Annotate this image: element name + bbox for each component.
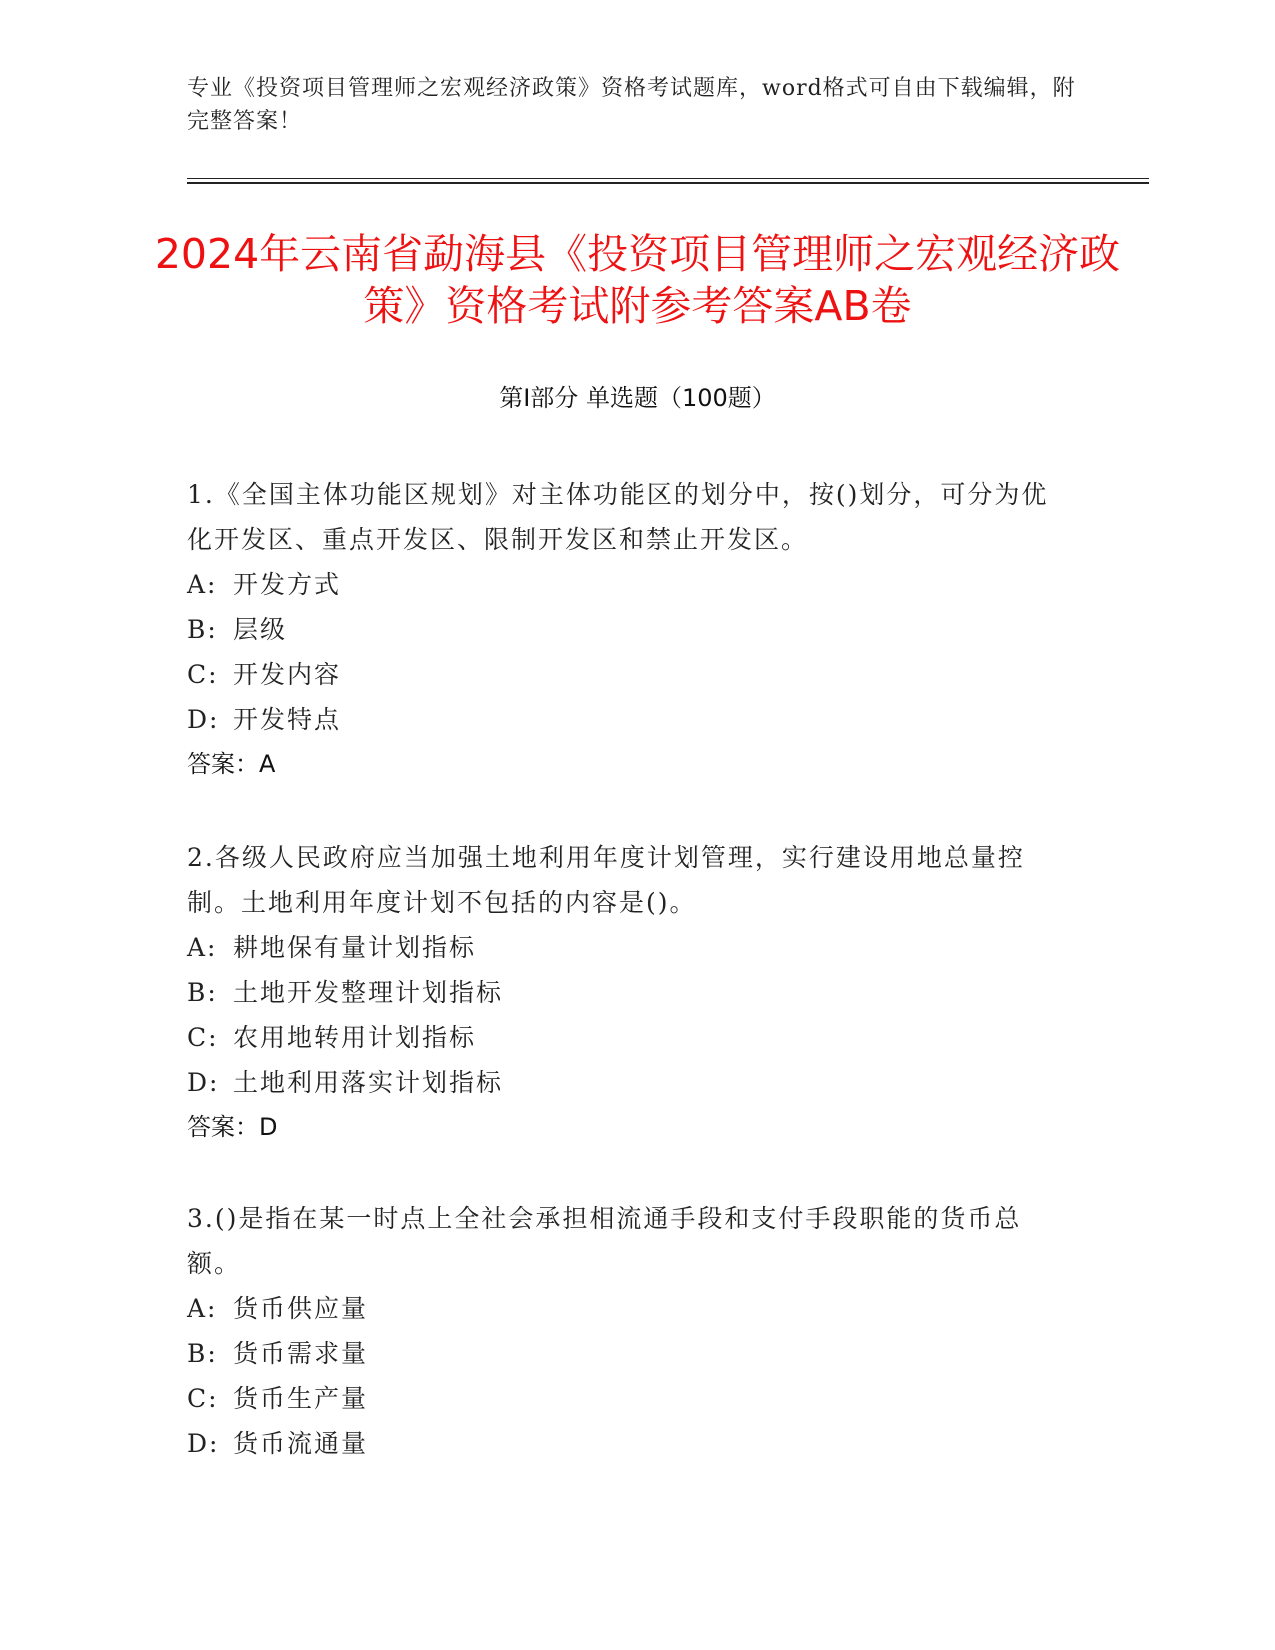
- option-text: 货币需求量: [233, 1339, 369, 1368]
- option-text: 开发方式: [233, 570, 342, 599]
- answer-line: 答案：A: [187, 750, 276, 778]
- option-key: C:: [187, 1384, 219, 1413]
- question-stem: 1.《全国主体功能区规划》对主体功能区的划分中，按()划分，可分为优化开发区、重点开发区、限制开发区和禁止开发区。: [187, 480, 1049, 554]
- option-a: [187, 925, 1067, 970]
- option-text: 货币供应量: [233, 1294, 369, 1323]
- question-2: [187, 835, 1067, 1150]
- option-key: A:: [187, 933, 218, 962]
- option-a: [187, 1286, 1067, 1331]
- option-b: [187, 607, 1067, 652]
- option-key: D:: [187, 705, 220, 734]
- option-text: 货币生产量: [233, 1384, 369, 1413]
- option-text: 开发特点: [233, 705, 342, 734]
- document-title: 2024年云南省勐海县《投资项目管理师之宏观经济政策》资格考试附参考答案AB卷: [154, 230, 1121, 330]
- header-note: 专业《投资项目管理师之宏观经济政策》资格考试题库，word格式可自由下载编辑，附完整答案！: [187, 76, 1076, 134]
- option-c: [187, 1015, 1067, 1060]
- option-text: 开发内容: [233, 660, 342, 689]
- option-text: 层级: [233, 615, 288, 644]
- option-key: D:: [187, 1068, 220, 1097]
- option-key: C:: [187, 1023, 219, 1052]
- option-a: [187, 562, 1067, 607]
- option-text: 耕地保有量计划指标: [233, 933, 477, 962]
- option-key: D:: [187, 1429, 220, 1458]
- option-text: 土地利用落实计划指标: [233, 1068, 504, 1097]
- option-d: [187, 697, 1067, 742]
- option-key: A:: [187, 1294, 218, 1323]
- option-text: 土地开发整理计划指标: [233, 978, 504, 1007]
- question-1: [187, 472, 1067, 787]
- option-key: B:: [187, 978, 218, 1007]
- option-key: B:: [187, 615, 218, 644]
- question-stem: 3.()是指在某一时点上全社会承担相流通手段和支付手段职能的货币总额。: [187, 1204, 1022, 1278]
- header-divider-bottom: [187, 182, 1149, 184]
- option-text: 农用地转用计划指标: [233, 1023, 477, 1052]
- option-b: [187, 1331, 1067, 1376]
- option-text: 货币流通量: [233, 1429, 369, 1458]
- option-key: A:: [187, 570, 218, 599]
- answer-line: 答案：D: [187, 1113, 278, 1141]
- section-title: 第Ⅰ部分 单选题（100题）: [499, 384, 776, 412]
- option-c: [187, 1376, 1067, 1421]
- option-key: B:: [187, 1339, 218, 1368]
- option-c: [187, 652, 1067, 697]
- header-divider-top: [187, 178, 1149, 179]
- option-d: [187, 1421, 1067, 1466]
- option-key: C:: [187, 660, 219, 689]
- option-b: [187, 970, 1067, 1015]
- question-3: [187, 1196, 1067, 1466]
- option-d: [187, 1060, 1067, 1105]
- question-stem: 2.各级人民政府应当加强土地利用年度计划管理，实行建设用地总量控制。土地利用年度计划不包括的内容是()。: [187, 843, 1025, 917]
